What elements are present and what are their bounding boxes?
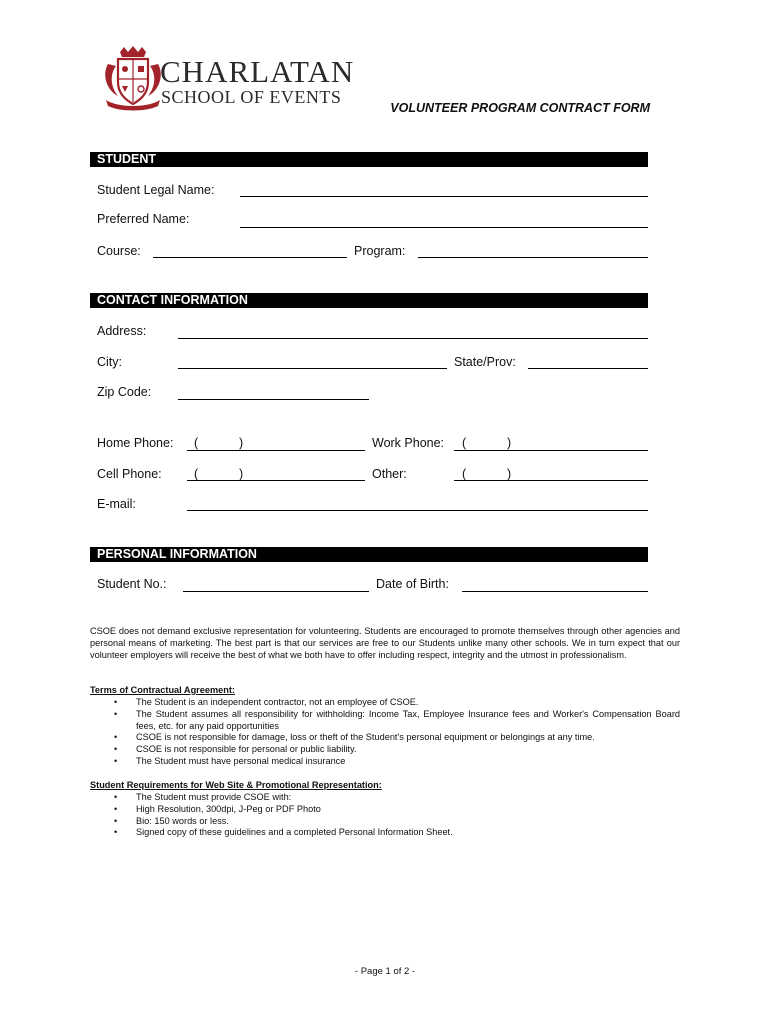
legal-name-field[interactable]: [240, 196, 648, 197]
zip-code-label: Zip Code:: [97, 385, 152, 399]
bullet-icon: •: [114, 744, 118, 755]
course-field[interactable]: [153, 257, 347, 258]
bullet-icon: •: [114, 732, 118, 743]
brand-name: CHARLATAN: [160, 54, 355, 89]
bullet-icon: •: [114, 697, 118, 707]
state-prov-field[interactable]: [528, 368, 648, 369]
school-logo-crest: [100, 46, 166, 112]
student-no-field[interactable]: [183, 591, 369, 592]
work-phone-paren-open: (: [462, 436, 467, 450]
program-label: Program:: [354, 244, 406, 258]
cell-phone-paren-close: ): [239, 467, 244, 481]
zip-code-field[interactable]: [178, 399, 369, 400]
section-bar-contact: CONTACT INFORMATION: [90, 293, 648, 308]
email-label: E-mail:: [97, 497, 136, 511]
other-phone-field[interactable]: [454, 480, 648, 481]
home-phone-field[interactable]: [187, 450, 365, 451]
requirements-heading: Student Requirements for Web Site & Promotional Representation:: [90, 780, 382, 790]
terms-heading: Terms of Contractual Agreement:: [90, 685, 235, 695]
other-phone-paren-open: (: [462, 467, 467, 481]
bullet-icon: •: [114, 755, 118, 766]
course-label: Course:: [97, 244, 141, 258]
preferred-name-field[interactable]: [240, 227, 648, 228]
list-item: • The Student is an independent contractor, not an employee of CSOE.: [114, 697, 419, 707]
city-field[interactable]: [178, 368, 447, 369]
state-prov-label: State/Prov:: [454, 355, 516, 369]
work-phone-paren-close: ): [507, 436, 512, 450]
list-item: • The Student must have personal medical insurance: [114, 755, 346, 766]
list-item: • The Student must provide CSOE with:: [114, 792, 292, 802]
work-phone-label: Work Phone:: [372, 436, 445, 450]
list-item: • CSOE is not responsible for damage, loss or theft of the Student's personal equipment or belongings at any time.: [114, 732, 595, 743]
brand-subtitle: SCHOOL OF EVENTS: [161, 87, 342, 107]
cell-phone-field[interactable]: [187, 480, 365, 481]
list-item: • Signed copy of these guidelines and a completed Personal Information Sheet.: [114, 827, 453, 838]
requirements-list: [90, 792, 680, 839]
intro-paragraph: CSOE does not demand exclusive representation for volunteering. Students are encouraged to promote themselves through other agencies and personal means of marketing. The best part is that our services are free to our Students unlike many other schools. We in turn expect that our volunteer employers will receive the best of what we both have to offer including respect, integrity and the utmost in professionalism.: [90, 626, 680, 660]
program-field[interactable]: [418, 257, 648, 258]
terms-list: [90, 697, 680, 768]
section-bar-personal: PERSONAL INFORMATION: [90, 547, 648, 562]
bullet-icon: •: [114, 708, 118, 719]
list-item: • Bio: 150 words or less.: [114, 815, 229, 826]
student-no-label: Student No.:: [97, 577, 167, 591]
list-item: • The Student assumes all responsibility for withholding: Income Tax, Employee Insurance fees and Worker's Compensation Board fees, etc. for any paid opportunities: [114, 708, 680, 731]
page-number: - Page 1 of 2 -: [354, 966, 416, 977]
date-of-birth-field[interactable]: [462, 591, 648, 592]
form-title: VOLUNTEER PROGRAM CONTRACT FORM: [390, 101, 650, 115]
bullet-icon: •: [114, 827, 118, 838]
other-phone-paren-close: ): [507, 467, 512, 481]
home-phone-label: Home Phone:: [97, 436, 174, 450]
list-item: • High Resolution, 300dpi, J-Peg or PDF Photo: [114, 803, 321, 814]
cell-phone-paren-open: (: [194, 467, 199, 481]
list-item: • CSOE is not responsible for personal or public liability.: [114, 744, 357, 755]
email-field[interactable]: [187, 510, 648, 511]
home-phone-paren-close: ): [239, 436, 244, 450]
address-label: Address:: [97, 324, 147, 338]
section-bar-student: STUDENT: [90, 152, 648, 167]
work-phone-field[interactable]: [454, 450, 648, 451]
cell-phone-label: Cell Phone:: [97, 467, 162, 481]
address-field[interactable]: [178, 338, 648, 339]
bullet-icon: •: [114, 815, 118, 826]
other-phone-label: Other:: [372, 467, 407, 481]
home-phone-paren-open: (: [194, 436, 199, 450]
date-of-birth-label: Date of Birth:: [376, 577, 449, 591]
legal-name-label: Student Legal Name:: [97, 183, 215, 197]
bullet-icon: •: [114, 792, 118, 802]
city-label: City:: [97, 355, 122, 369]
bullet-icon: •: [114, 803, 118, 814]
preferred-name-label: Preferred Name:: [97, 212, 190, 226]
